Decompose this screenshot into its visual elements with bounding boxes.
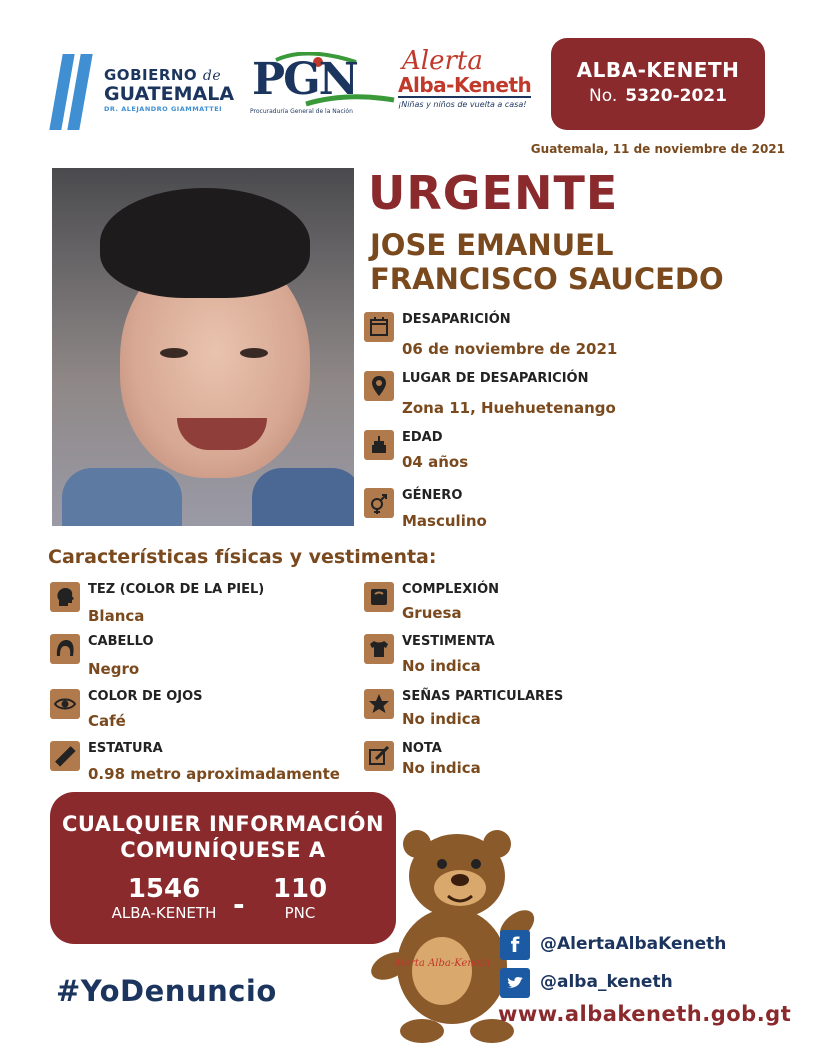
detail-label: DESAPARICIÓN <box>402 312 511 327</box>
phone-number: 1546 <box>127 874 201 904</box>
detail-label: EDAD <box>402 430 443 445</box>
alerta-tagline: ¡Niñas y niños de vuelta a casa! <box>398 100 527 109</box>
hair-icon <box>50 634 80 664</box>
gob-line1: GOBIERNO <box>104 66 198 84</box>
detail-value: Masculino <box>402 512 487 530</box>
detail-value: 06 de noviembre de 2021 <box>402 340 618 358</box>
name-line2: FRANCISCO SAUCEDO <box>370 262 724 296</box>
scale-icon <box>364 582 394 612</box>
feature-label: COMPLEXIÓN <box>402 582 500 597</box>
phone-separator: - <box>233 888 245 921</box>
star-icon <box>364 689 394 719</box>
feature-label: COLOR DE OJOS <box>88 689 203 704</box>
feature-value: Blanca <box>88 607 145 625</box>
contact-line2: COMUNÍQUESE A <box>120 838 326 862</box>
feature-value: Negro <box>88 660 140 678</box>
facebook-link[interactable] <box>500 930 770 960</box>
location-pin-icon <box>364 371 394 401</box>
detail-label: GÉNERO <box>402 488 463 503</box>
feature-label: ESTATURA <box>88 741 163 756</box>
pgn-subtitle: Procuraduría General de la Nación <box>250 108 353 115</box>
feature-label: SEÑAS PARTICULARES <box>402 689 564 704</box>
feature-label: CABELLO <box>88 634 154 649</box>
missing-person-photo <box>52 168 354 526</box>
gobierno-logo-bars <box>52 54 92 130</box>
feature-value: No indica <box>402 657 481 675</box>
detail-value: Zona 11, Huehuetenango <box>402 399 616 417</box>
case-no-label: No. <box>589 86 618 106</box>
note-edit-icon <box>364 741 394 771</box>
feature-value: No indica <box>402 759 481 777</box>
features-title: Características físicas y vestimenta: <box>48 546 437 568</box>
feature-value: No indica <box>402 710 481 728</box>
phone-org: ALBA-KENETH <box>111 904 217 922</box>
case-number: 5320-2021 <box>625 86 727 106</box>
eye-icon <box>50 689 80 719</box>
gob-line2: GUATEMALA <box>104 83 235 105</box>
phone-org: PNC <box>284 904 316 922</box>
website-link[interactable]: www.albakeneth.gob.gt <box>498 1002 792 1026</box>
pgn-logo <box>246 52 396 122</box>
case-title: ALBA-KENETH <box>576 58 740 82</box>
gob-line3: DR. ALEJANDRO GIAMMATTEI <box>104 105 223 113</box>
facebook-icon: f <box>500 930 530 960</box>
feature-label: TEZ (COLOR DE LA PIEL) <box>88 582 265 597</box>
pgn-title: PGN <box>252 54 357 105</box>
calendar-icon <box>364 312 394 342</box>
cake-icon <box>364 430 394 460</box>
phone-pnc[interactable] <box>250 874 350 922</box>
twitter-link[interactable] <box>500 968 770 998</box>
alerta-word: Alerta <box>402 46 483 76</box>
gender-icon <box>364 488 394 518</box>
hashtag: #YoDenuncio <box>56 974 277 1008</box>
phone-alba-keneth[interactable] <box>94 874 234 922</box>
case-number-box <box>551 38 765 130</box>
detail-value: 04 años <box>402 453 469 471</box>
detail-label: LUGAR DE DESAPARICIÓN <box>402 371 589 386</box>
feature-value: Gruesa <box>402 604 462 622</box>
bear-badge-text: Alerta Alba-Keneth <box>393 958 491 969</box>
twitter-handle: @alba_keneth <box>540 972 673 992</box>
facebook-handle: @AlertaAlbaKeneth <box>540 934 727 954</box>
twitter-icon <box>500 968 530 998</box>
alerta-alba-keneth-logo <box>398 48 538 118</box>
person-name <box>370 228 724 296</box>
issue-date: Guatemala, 11 de noviembre de 2021 <box>530 142 785 156</box>
head-profile-icon <box>50 582 80 612</box>
feature-value: Café <box>88 712 126 730</box>
feature-label: NOTA <box>402 741 442 756</box>
feature-label: VESTIMENTA <box>402 634 495 649</box>
shirt-icon <box>364 634 394 664</box>
ruler-icon <box>50 741 80 771</box>
contact-line1: CUALQUIER INFORMACIÓN <box>61 812 385 836</box>
urgent-heading: URGENTE <box>368 166 619 220</box>
gobierno-logo-text <box>104 66 234 113</box>
phone-number: 110 <box>272 874 328 904</box>
gob-line1-de: de <box>202 68 222 84</box>
contact-box <box>50 792 396 944</box>
feature-value: 0.98 metro aproximadamente <box>88 765 340 783</box>
name-line1: JOSE EMANUEL <box>370 228 614 262</box>
alerta-name: Alba-Keneth <box>398 73 532 97</box>
